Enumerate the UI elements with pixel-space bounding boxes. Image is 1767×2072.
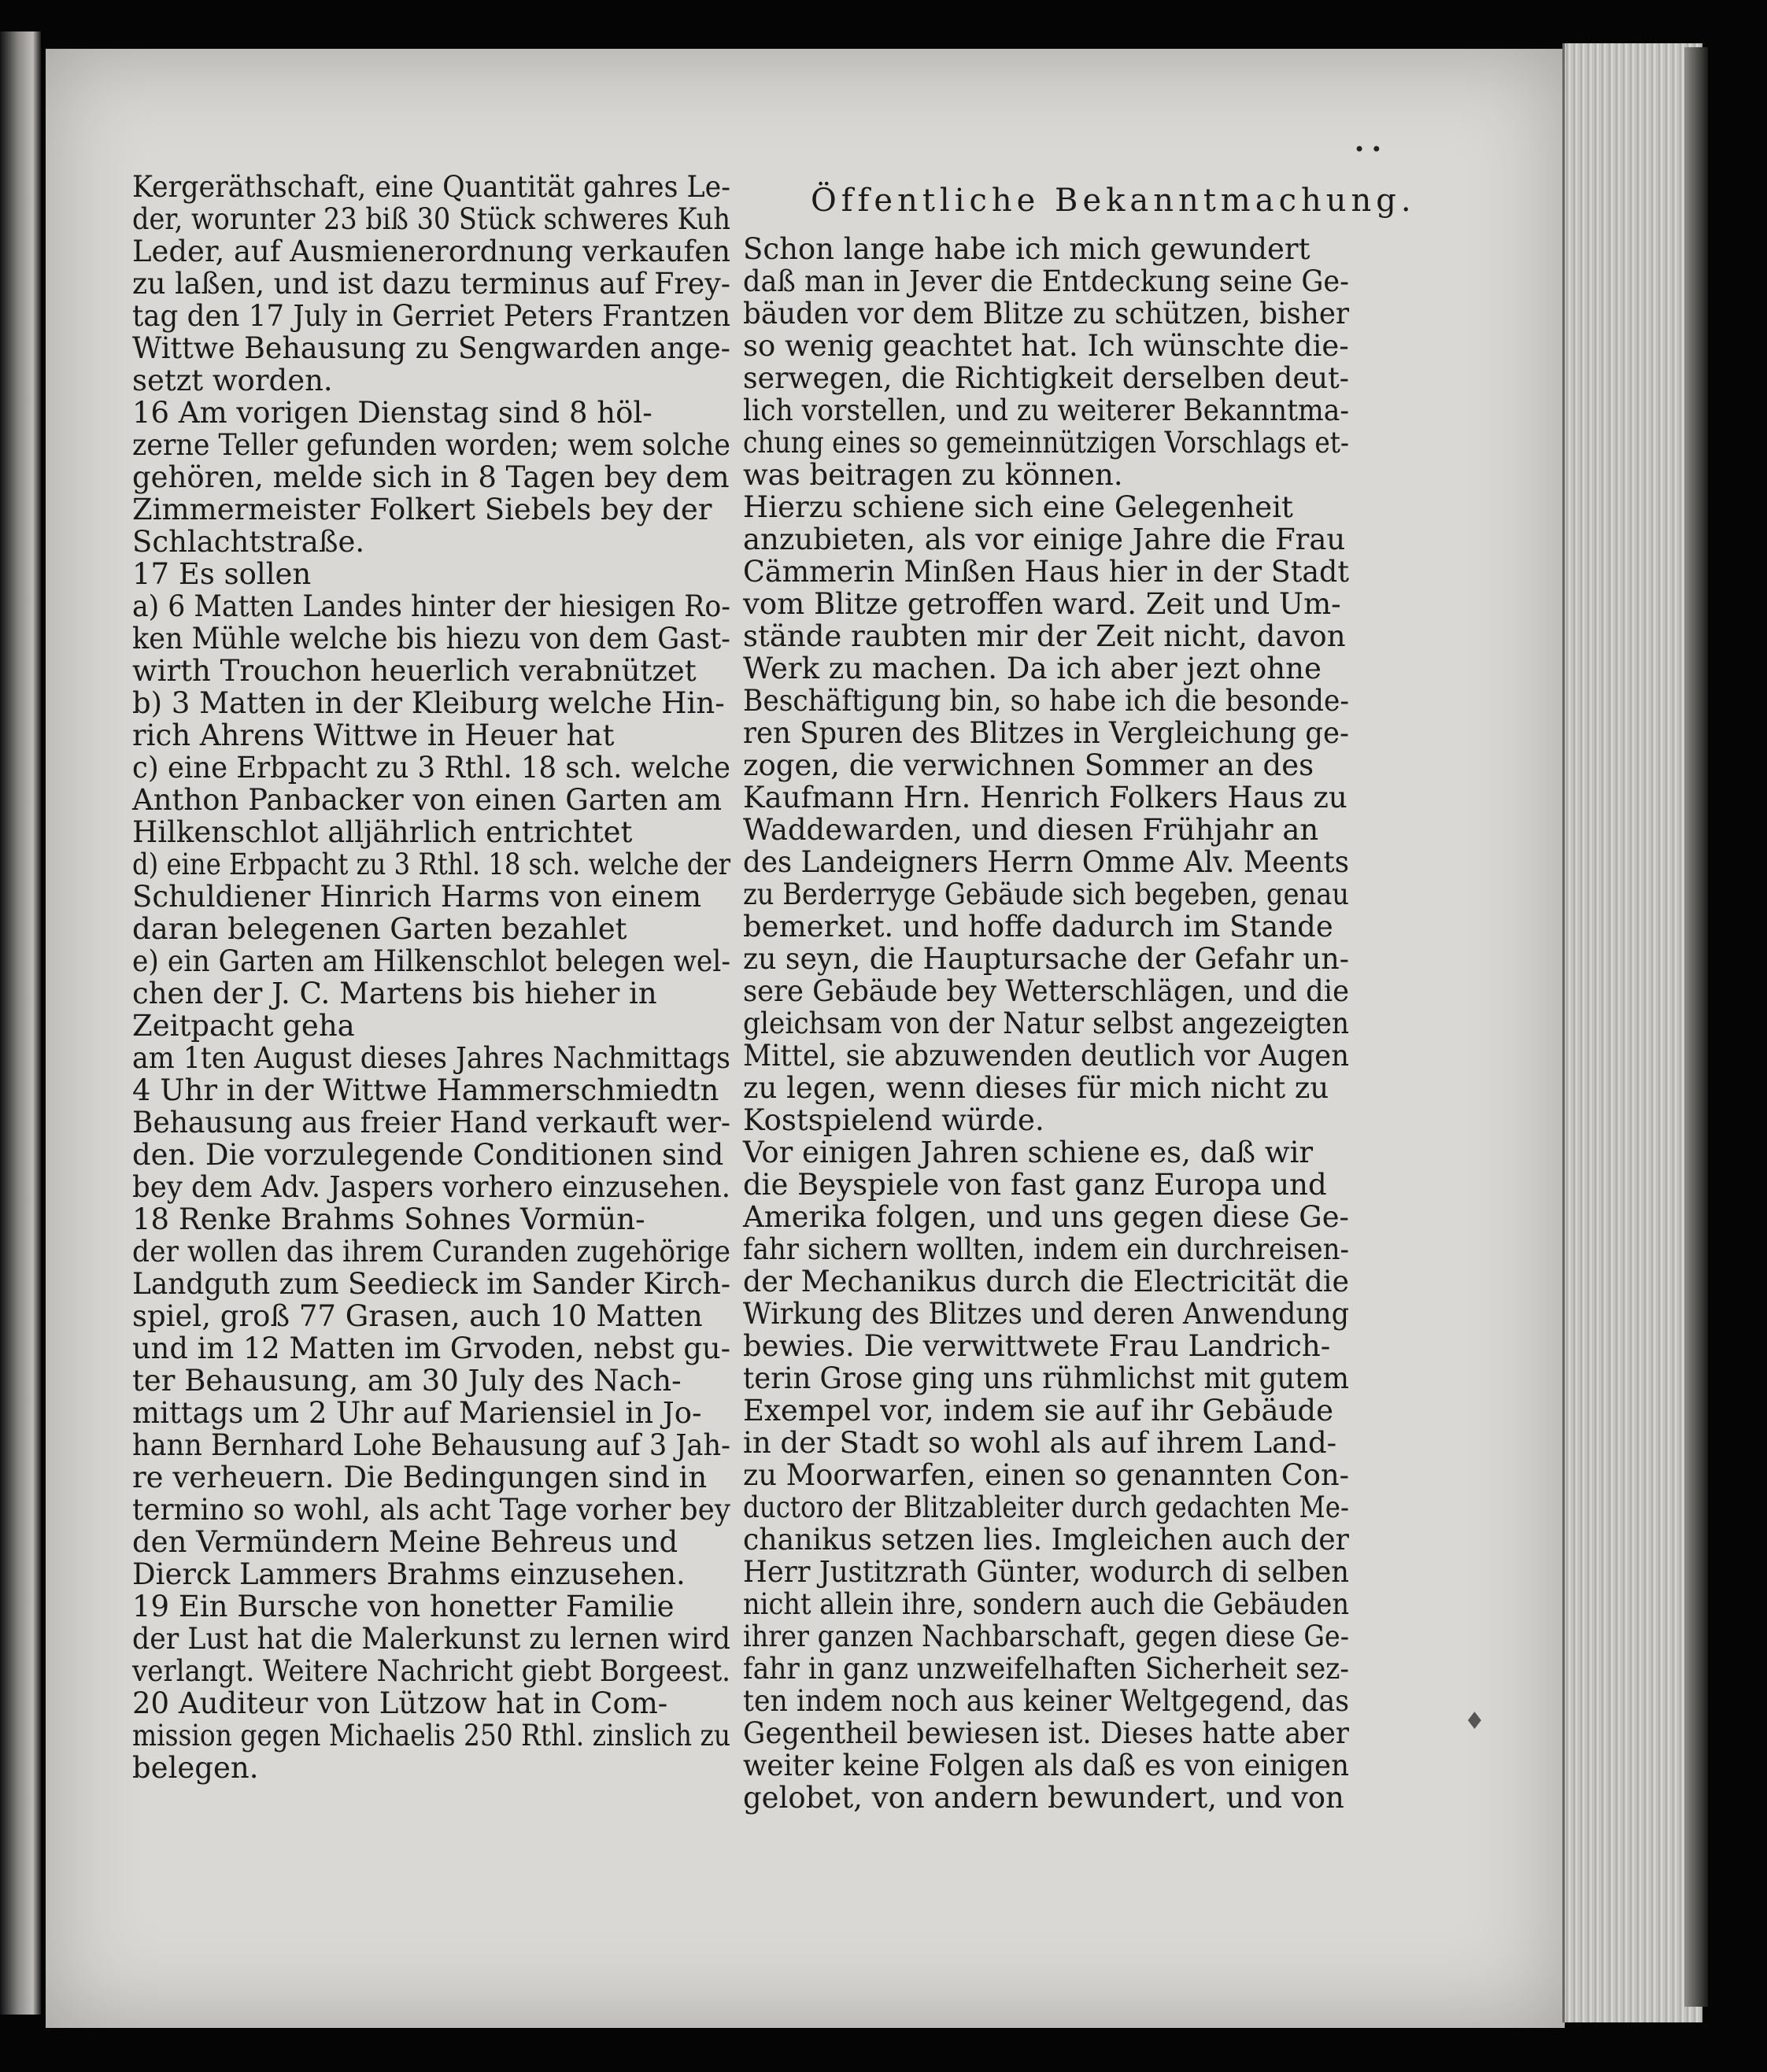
text-line: des Landeigners Herrn Omme Alv. Meents xyxy=(743,845,1349,879)
text-line: Wittwe Behausung zu Sengwarden ange- xyxy=(132,331,730,365)
text-line: a) 6 Matten Landes hinter der hiesigen Ro- xyxy=(132,589,730,623)
text-line: Amerika folgen, und uns gegen diese Ge- xyxy=(743,1200,1349,1234)
text-line: hann Bernhard Lohe Behausung auf 3 Jah- xyxy=(132,1428,730,1462)
text-line: weiter keine Folgen als daß es von einigen xyxy=(743,1749,1349,1782)
text-line: vom Blitze getroffen ward. Zeit und Um- xyxy=(743,587,1341,621)
text-line: am 1ten August dieses Jahres Nachmittags xyxy=(132,1041,730,1075)
text-line: Exempel vor, indem sie auf ihr Gebäude xyxy=(743,1394,1333,1428)
book-cover-edge xyxy=(1684,47,1708,2007)
text-line: bey dem Adv. Jaspers vorhero einzusehen. xyxy=(132,1170,730,1204)
text-line: daß man in Jever die Entdeckung seine Ge- xyxy=(743,264,1349,298)
text-line: rich Ahrens Wittwe in Heuer hat xyxy=(132,718,615,752)
text-line: termino so wohl, als acht Tage vorher bey xyxy=(132,1493,730,1527)
text-line: der Mechanikus durch die Electricität die xyxy=(743,1265,1349,1298)
text-line: Herr Justitzrath Günter, wodurch di selben xyxy=(743,1555,1349,1589)
text-line: nicht allein ihre, sondern auch die Gebäuden xyxy=(743,1587,1349,1621)
text-line: zu legen, wenn dieses für mich nicht zu xyxy=(743,1071,1329,1105)
text-line: setzt worden. xyxy=(132,364,333,397)
text-line: e) ein Garten am Hilkenschlot belegen wel- xyxy=(132,944,730,978)
text-line: fahr sichern wollten, indem ein durchreisen- xyxy=(743,1232,1349,1266)
text-line: in der Stadt so wohl als auf ihrem Land- xyxy=(743,1426,1337,1460)
text-line: Cämmerin Minßen Haus hier in der Stadt xyxy=(743,555,1349,589)
left-text-column xyxy=(132,171,730,1784)
text-line: ter Behausung, am 30 July des Nach- xyxy=(132,1364,682,1398)
text-line: daran belegenen Garten bezahlet xyxy=(132,912,627,946)
text-line: zu laßen, und ist dazu terminus auf Frey- xyxy=(132,267,730,301)
right-text-column xyxy=(743,233,1349,1814)
text-line: Schon lange habe ich mich gewundert xyxy=(743,232,1310,266)
text-line: Hilkenschlot alljährlich entrichtet xyxy=(132,815,633,849)
text-line: Schuldiener Hinrich Harms von einem xyxy=(132,880,702,914)
text-line: c) eine Erbpacht zu 3 Rthl. 18 sch. welche xyxy=(132,751,730,785)
text-line: chen der J. C. Martens bis hieher in xyxy=(132,977,657,1010)
text-line: Beschäftigung bin, so habe ich die besonde- xyxy=(743,684,1349,718)
text-line: zogen, die verwichnen Sommer an des xyxy=(743,748,1314,782)
text-line: 19 Ein Bursche von honetter Familie xyxy=(132,1590,675,1623)
text-line: fahr in ganz unzweifelhaften Sicherheit sez- xyxy=(743,1652,1349,1686)
text-line: Schlachtstraße. xyxy=(132,525,365,559)
page-stack-edges xyxy=(1562,43,1702,2022)
text-line: der wollen das ihrem Curanden zugehörige xyxy=(132,1235,730,1269)
text-line: sere Gebäude bey Wetterschlägen, und die xyxy=(743,974,1349,1008)
text-line: spiel, groß 77 Grasen, auch 10 Matten xyxy=(132,1299,703,1333)
text-line: den Vermündern Meine Behreus und xyxy=(132,1525,678,1559)
text-line: chanikus setzen lies. Imgleichen auch der xyxy=(743,1523,1349,1557)
text-line: Kostspielend würde. xyxy=(743,1103,1044,1137)
text-line: 16 Am vorigen Dienstag sind 8 höl- xyxy=(132,396,652,430)
text-line: Gegentheil bewiesen ist. Dieses hatte aber xyxy=(743,1716,1349,1750)
text-line: verlangt. Weitere Nachricht giebt Borgeest. xyxy=(132,1654,730,1688)
text-line: zu Moorwarfen, einen so genannten Con- xyxy=(743,1458,1349,1492)
text-line: was beitragen zu können. xyxy=(743,458,1123,492)
text-line: lich vorstellen, und zu weiterer Bekanntma- xyxy=(743,393,1349,427)
text-line: Mittel, sie abzuwenden deutlich vor Augen xyxy=(743,1039,1349,1073)
text-line: bäuden vor dem Blitze zu schützen, bisher xyxy=(743,297,1349,331)
text-line: Vor einigen Jahren schiene es, daß wir xyxy=(743,1136,1314,1169)
text-line: Werk zu machen. Da ich aber jezt ohne xyxy=(743,652,1322,685)
text-line: die Beyspiele von fast ganz Europa und xyxy=(743,1168,1327,1202)
text-line: serwegen, die Richtigkeit derselben deut- xyxy=(743,361,1349,395)
text-line: Behausung aus freier Hand verkauft wer- xyxy=(132,1106,730,1139)
corner-mark: • • xyxy=(1354,139,1382,161)
text-line: anzubieten, als vor einige Jahre die Frau xyxy=(743,523,1346,556)
text-line: Leder, auf Ausmienerordnung verkaufen xyxy=(132,235,730,268)
text-line: Anthon Panbacker von einen Garten am xyxy=(132,783,723,817)
text-line: 18 Renke Brahms Sohnes Vormün- xyxy=(132,1202,645,1236)
text-line: gleichsam von der Natur selbst angezeigten xyxy=(743,1006,1349,1040)
text-line: b) 3 Matten in der Kleiburg welche Hin- xyxy=(132,686,725,720)
text-line: mission gegen Michaelis 250 Rthl. zinslich zu xyxy=(132,1719,730,1753)
text-line: Hierzu schiene sich eine Gelegenheit xyxy=(743,490,1293,524)
text-line: gelobet, von andern bewundert, und von xyxy=(743,1781,1344,1815)
text-line: wirth Trouchon heuerlich verabnützet xyxy=(132,654,697,688)
text-line: mittags um 2 Uhr auf Mariensiel in Jo- xyxy=(132,1396,702,1430)
text-line: Zimmermeister Folkert Siebels bey der xyxy=(132,493,712,526)
text-line: terin Grose ging uns rühmlichst mit gutem xyxy=(743,1361,1349,1395)
ink-blot: ♦ xyxy=(1464,1708,1485,1735)
text-line: tag den 17 July in Gerriet Peters Frantzen xyxy=(132,299,730,333)
text-line: Kergeräthschaft, eine Quantität gahres Le- xyxy=(132,170,730,204)
text-line: Zeitpacht geha xyxy=(132,1009,355,1043)
text-line: Dierck Lammers Brahms einzusehen. xyxy=(132,1557,686,1591)
text-line: Waddewarden, und diesen Frühjahr an xyxy=(743,813,1319,847)
previous-page-edge xyxy=(0,31,41,2015)
text-line: zu Berderryge Gebäude sich begeben, genau xyxy=(743,877,1349,911)
text-line: ductoro der Blitzableiter durch gedachten Me- xyxy=(743,1490,1349,1524)
text-line: stände raubten mir der Zeit nicht, davon xyxy=(743,619,1346,653)
text-line: bemerket. und hoffe dadurch im Stande xyxy=(743,910,1333,944)
text-line: ken Mühle welche bis hiezu von dem Gast- xyxy=(132,622,730,656)
text-line: 20 Auditeur von Lützow hat in Com- xyxy=(132,1686,668,1720)
text-line: ihrer ganzen Nachbarschaft, gegen diese Ge- xyxy=(743,1620,1349,1653)
text-line: gehören, melde sich in 8 Tagen bey dem xyxy=(132,460,730,494)
text-line: belegen. xyxy=(132,1751,259,1785)
text-line: zerne Teller gefunden worden; wem solche xyxy=(132,428,730,462)
text-line: ten indem noch aus keiner Weltgegend, das xyxy=(743,1684,1349,1718)
text-line: Wirkung des Blitzes und deren Anwendung xyxy=(743,1297,1349,1331)
text-line: d) eine Erbpacht zu 3 Rthl. 18 sch. welche der xyxy=(132,848,730,881)
text-line: bewies. Die verwittwete Frau Landrich- xyxy=(743,1329,1331,1363)
text-line: 4 Uhr in der Wittwe Hammerschmiedtn xyxy=(132,1073,719,1107)
text-line: ren Spuren des Blitzes in Vergleichung ge- xyxy=(743,716,1349,750)
section-heading: Öffentliche Bekanntmachung. xyxy=(811,183,1416,219)
text-line: der, worunter 23 biß 30 Stück schweres Kuh xyxy=(132,202,730,236)
text-line: Landguth zum Seedieck im Sander Kirch- xyxy=(132,1267,730,1301)
text-line: re verheuern. Die Bedingungen sind in xyxy=(132,1461,708,1494)
text-line: der Lust hat die Malerkunst zu lernen wird xyxy=(132,1622,730,1656)
text-line: den. Die vorzulegende Conditionen sind xyxy=(132,1138,724,1172)
text-line: und im 12 Matten im Grvoden, nebst gu- xyxy=(132,1331,730,1365)
text-line: zu seyn, die Hauptursache der Gefahr un- xyxy=(743,942,1349,976)
text-line: so wenig geachtet hat. Ich wünschte die- xyxy=(743,329,1349,363)
text-line: Kaufmann Hrn. Henrich Folkers Haus zu xyxy=(743,781,1347,814)
text-line: 17 Es sollen xyxy=(132,557,312,591)
text-line: chung eines so gemeinnützigen Vorschlags et- xyxy=(743,426,1349,460)
